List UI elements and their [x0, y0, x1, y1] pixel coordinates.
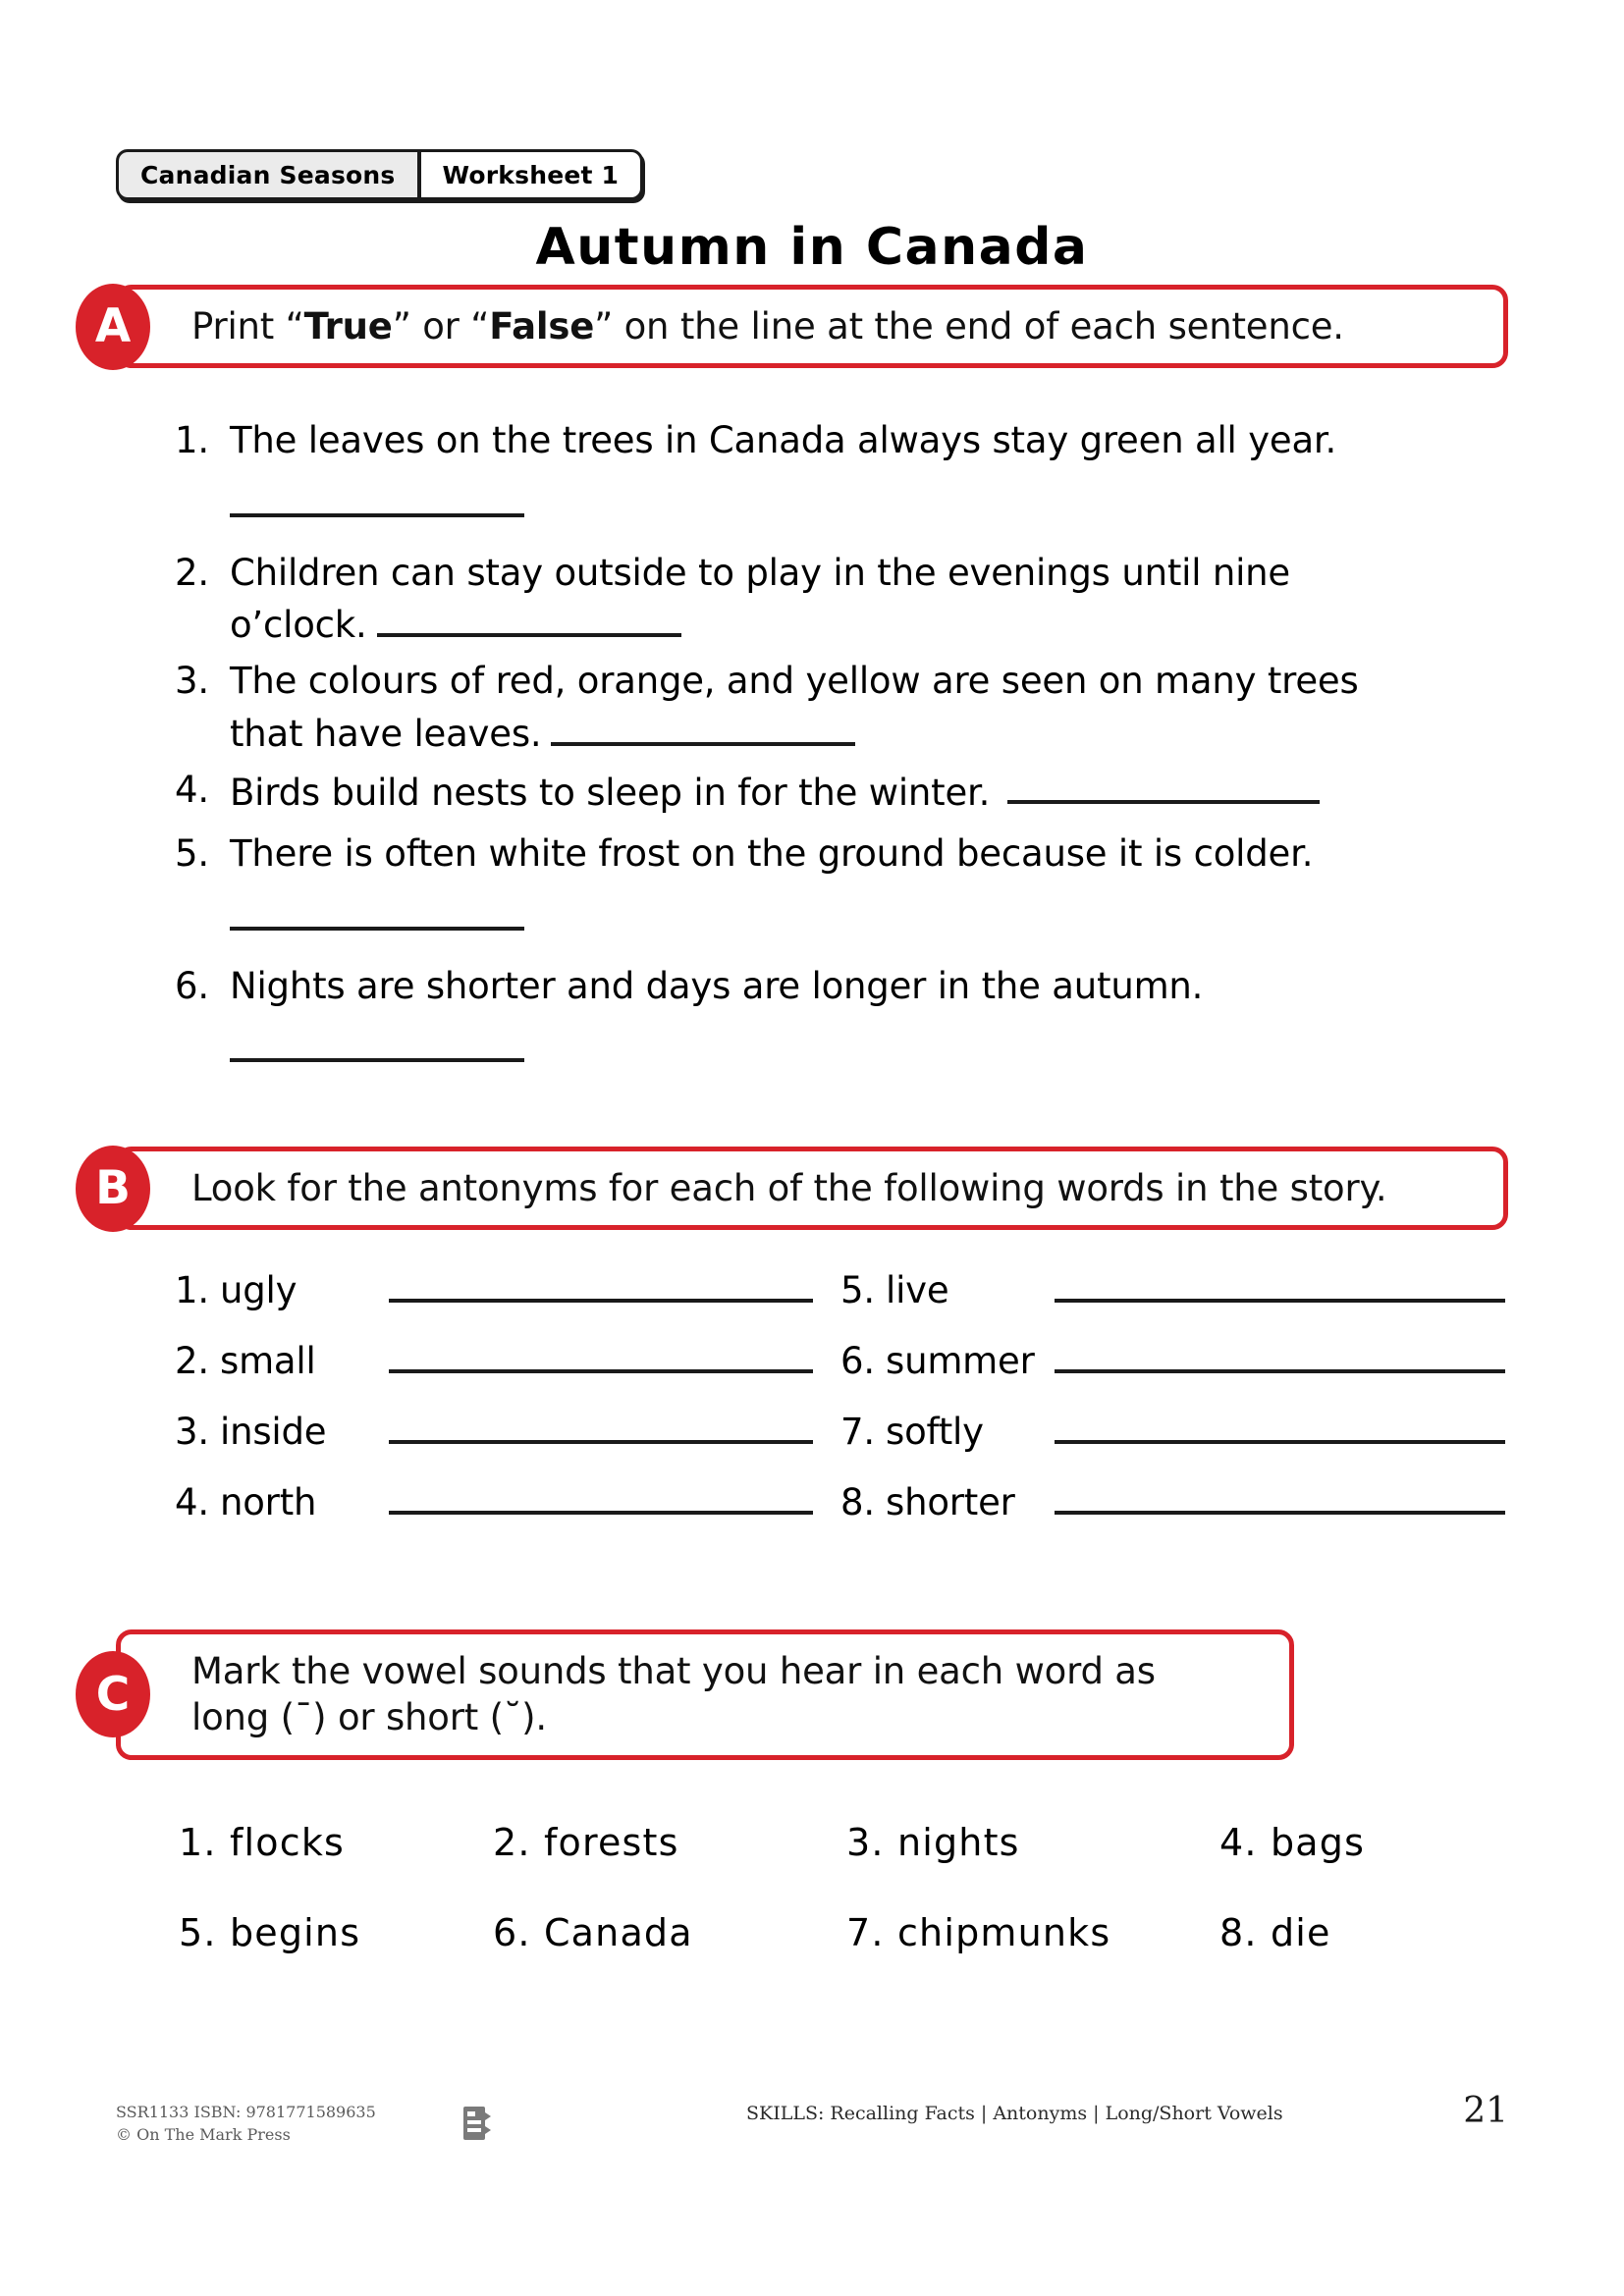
question-number: 6.: [175, 964, 209, 1007]
section-c-instruction-text: [191, 1648, 1264, 1741]
vowel-word-item[interactable]: [1219, 1821, 1514, 1864]
antonym-row: [175, 1408, 813, 1453]
breadcrumb: [116, 149, 643, 200]
section-b-antonym-grid: [175, 1266, 1505, 1523]
antonym-row: [175, 1337, 813, 1382]
vowel-word-item[interactable]: [179, 1911, 493, 1954]
answer-blank[interactable]: [230, 479, 524, 517]
question-number: 3.: [175, 660, 209, 702]
page-footer: [0, 2091, 1624, 2189]
answer-blank[interactable]: [1055, 1266, 1505, 1303]
instr-c-line2: long (¯) or short (˘).: [191, 1696, 547, 1739]
item-word: nights: [896, 1821, 1020, 1864]
list-item: [175, 963, 1490, 1076]
item-number: 6.: [840, 1340, 875, 1382]
item-number: 7.: [840, 1411, 875, 1453]
antonym-row: [840, 1478, 1505, 1523]
question-text: The leaves on the trees in Canada always stay green all year.: [230, 419, 1337, 461]
section-c-instruction-box: [95, 1629, 1294, 1760]
instr-c-line1: Mark the vowel sounds that you hear in each word as: [191, 1650, 1156, 1692]
item-number: 6.: [493, 1911, 531, 1954]
question-number: 5.: [175, 832, 209, 876]
item-word: ugly: [220, 1269, 298, 1311]
item-number: 1.: [179, 1821, 217, 1864]
antonym-row: [840, 1337, 1505, 1382]
question-text: Nights are shorter and days are longer in the autumn.: [230, 964, 1204, 1007]
item-word: Canada: [543, 1911, 693, 1954]
answer-blank[interactable]: [551, 708, 855, 746]
list-item: [175, 417, 1490, 544]
vowel-word-item[interactable]: [493, 1911, 846, 1954]
tab-subject[interactable]: [116, 149, 419, 200]
item-word: summer: [886, 1340, 1035, 1382]
answer-blank[interactable]: [1055, 1478, 1505, 1515]
antonym-row: [175, 1478, 813, 1523]
item-number: 4.: [175, 1481, 209, 1523]
item-number: 8.: [840, 1481, 875, 1523]
item-word: die: [1270, 1911, 1331, 1954]
vowel-word-item[interactable]: [846, 1911, 1219, 1954]
answer-blank[interactable]: [230, 1025, 524, 1063]
answer-blank[interactable]: [230, 892, 524, 931]
section-c-badge: C: [76, 1651, 150, 1737]
publisher-info: [116, 2101, 376, 2146]
item-word: begins: [229, 1911, 361, 1954]
vowel-word-item[interactable]: [1219, 1911, 1514, 1954]
list-item: [175, 658, 1490, 759]
answer-blank[interactable]: [1055, 1337, 1505, 1373]
item-word: small: [220, 1340, 316, 1382]
item-word: inside: [220, 1411, 327, 1453]
question-text-cont: o’clock.: [230, 604, 367, 647]
question-text: Children can stay outside to play in the evenings until nine: [230, 551, 1290, 594]
item-word: flocks: [229, 1821, 346, 1864]
item-number: 7.: [846, 1911, 885, 1954]
question-number: 1.: [175, 419, 209, 461]
tab-worksheet[interactable]: [419, 149, 644, 200]
section-c: [95, 1629, 1294, 1760]
question-text-cont: that have leaves.: [230, 712, 542, 755]
item-number: 1.: [175, 1269, 209, 1311]
antonym-row: [840, 1408, 1505, 1453]
question-number: 4.: [175, 768, 209, 811]
item-word: shorter: [886, 1481, 1015, 1523]
item-word: north: [220, 1481, 317, 1523]
page-number: 21: [1463, 2091, 1508, 2131]
question-text: The colours of red, orange, and yellow are seen on many trees: [230, 660, 1359, 702]
antonym-row: [175, 1266, 813, 1311]
item-number: 5.: [840, 1269, 875, 1311]
answer-blank[interactable]: [1055, 1408, 1505, 1444]
answer-blank[interactable]: [1007, 767, 1320, 805]
section-b-instruction-box: [95, 1147, 1508, 1230]
skills-line: SKILLS: Recalling Facts | Antonyms | Long/Short Vowels: [746, 2103, 1283, 2124]
item-number: 4.: [1219, 1821, 1258, 1864]
vowel-word-item[interactable]: [846, 1821, 1219, 1864]
item-word: forests: [543, 1821, 679, 1864]
answer-blank[interactable]: [377, 599, 681, 637]
item-word: chipmunks: [896, 1911, 1111, 1954]
section-a-instruction-box: [94, 285, 1508, 368]
instr-a-part2: ” or “: [392, 305, 490, 347]
page-title: Autumn in Canada: [535, 218, 1089, 277]
section-a-question-list: [175, 417, 1490, 1075]
answer-blank[interactable]: [389, 1266, 813, 1303]
section-c-word-grid: [179, 1821, 1514, 1954]
item-number: 2.: [493, 1821, 531, 1864]
list-item: [175, 830, 1490, 957]
question-number: 2.: [175, 551, 209, 594]
instr-a-bold-true: True: [303, 305, 393, 347]
item-word: live: [886, 1269, 949, 1311]
section-b-instruction-text: Look for the antonyms for each of the following words in the story.: [191, 1167, 1387, 1209]
section-a-instruction-text: [191, 303, 1478, 349]
item-number: 8.: [1219, 1911, 1258, 1954]
antonym-row: [840, 1266, 1505, 1311]
item-number: 5.: [179, 1911, 217, 1954]
item-number: 2.: [175, 1340, 209, 1382]
item-word: softly: [886, 1411, 984, 1453]
list-item: [175, 550, 1490, 651]
answer-blank[interactable]: [389, 1478, 813, 1515]
item-number: 3.: [846, 1821, 885, 1864]
instr-a-part3: ” on the line at the end of each sentence.: [594, 305, 1344, 347]
printer-pages-icon: [460, 2105, 493, 2144]
copyright-line: © On The Mark Press: [116, 2125, 291, 2145]
answer-blank[interactable]: [389, 1408, 813, 1444]
product-code-line: SSR1133 ISBN: 9781771589635: [116, 2103, 376, 2121]
vowel-word-item[interactable]: [493, 1821, 846, 1864]
item-word: bags: [1270, 1821, 1366, 1864]
section-a: [94, 285, 1508, 368]
question-text: There is often white frost on the ground because it is colder.: [230, 832, 1314, 876]
section-a-badge: A: [76, 284, 150, 370]
vowel-word-item[interactable]: [179, 1821, 493, 1864]
list-item: [175, 767, 1490, 818]
instr-a-part1: Print “: [191, 305, 304, 347]
instr-a-bold-false: False: [489, 305, 595, 347]
section-b-badge: B: [76, 1146, 150, 1232]
item-number: 3.: [175, 1411, 209, 1453]
section-b: [95, 1147, 1508, 1230]
tab-subject-label: Canadian Seasons: [140, 160, 396, 189]
tab-worksheet-label: Worksheet 1: [442, 160, 620, 189]
answer-blank[interactable]: [389, 1337, 813, 1373]
question-text: Birds build nests to sleep in for the winter.: [230, 771, 991, 814]
